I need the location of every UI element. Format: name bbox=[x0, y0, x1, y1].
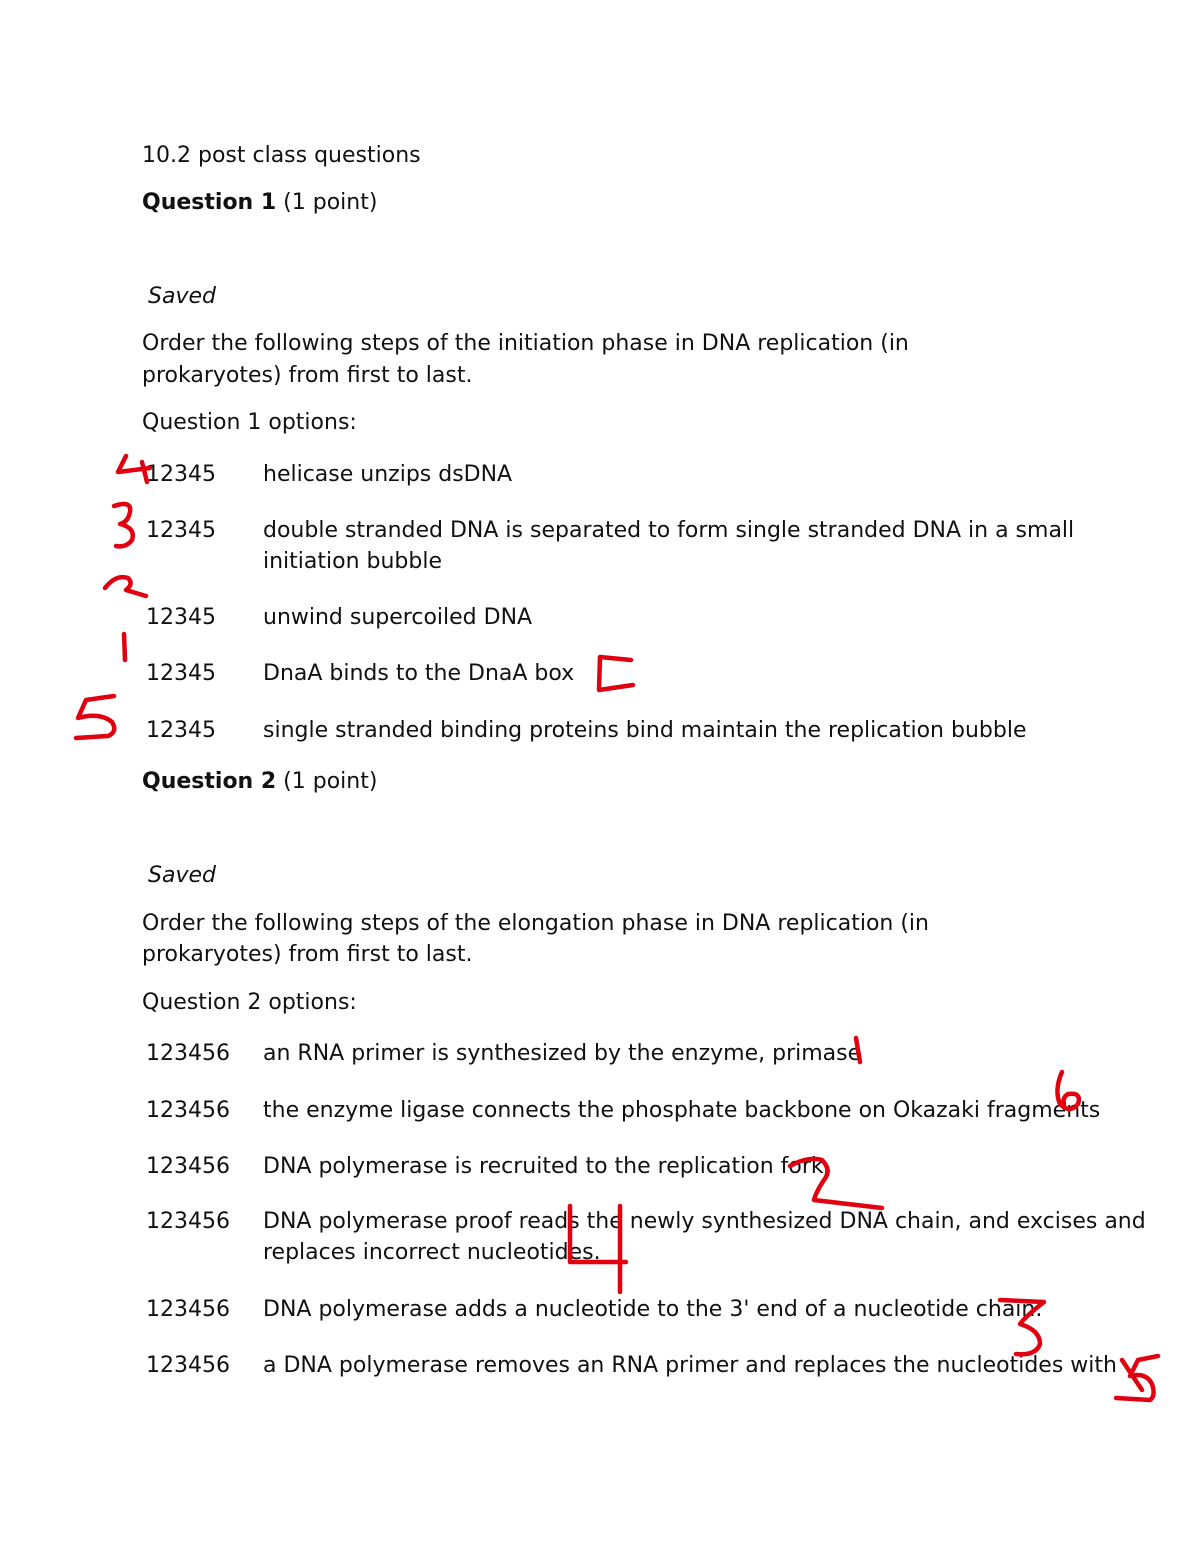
question-2-prompt-line2: prokaryotes) from first to last. bbox=[142, 942, 473, 967]
option-rank[interactable]: 12345 bbox=[146, 462, 216, 487]
option-rank[interactable]: 123456 bbox=[146, 1098, 230, 1123]
handwritten-bracket-q1-opt4 bbox=[599, 657, 633, 690]
handwritten-3-q1-opt2 bbox=[114, 504, 133, 546]
question-2-points: (1 point) bbox=[276, 769, 378, 794]
question-2-heading: Question 2 bbox=[142, 769, 277, 794]
question-1-saved-status: Saved bbox=[148, 284, 216, 309]
question-1-prompt-line1: Order the following steps of the initiation phase in DNA replication (in bbox=[142, 331, 909, 356]
question-1-prompt-line2: prokaryotes) from first to last. bbox=[142, 363, 473, 388]
option-text: single stranded binding proteins bind maintain the replication bubble bbox=[263, 718, 1027, 743]
option-rank[interactable]: 12345 bbox=[146, 661, 216, 686]
handwritten-2-q1-opt3 bbox=[105, 577, 146, 596]
option-rank[interactable]: 123456 bbox=[146, 1209, 230, 1234]
question-2-options-label: Question 2 options: bbox=[142, 990, 357, 1015]
option-text: DnaA binds to the DnaA box bbox=[263, 661, 575, 686]
option-rank[interactable]: 12345 bbox=[146, 518, 216, 543]
question-1-heading: Question 1 bbox=[142, 190, 277, 215]
option-text: double stranded DNA is separated to form single stranded DNA in a small initiation bubble bbox=[263, 518, 1075, 574]
option-rank[interactable]: 123456 bbox=[146, 1041, 230, 1066]
handwritten-5-q2-opt6 bbox=[1116, 1356, 1158, 1400]
handwritten-1-q1-opt4 bbox=[124, 634, 125, 660]
option-text: unwind supercoiled DNA bbox=[263, 605, 533, 630]
question-2-prompt-line1: Order the following steps of the elongation phase in DNA replication (in bbox=[142, 911, 929, 936]
question-2-saved-status: Saved bbox=[148, 863, 216, 888]
option-rank[interactable]: 123456 bbox=[146, 1154, 230, 1179]
document-title: 10.2 post class questions bbox=[142, 143, 421, 168]
option-text: an RNA primer is synthesized by the enzyme, primase bbox=[263, 1041, 862, 1066]
option-rank[interactable]: 123456 bbox=[146, 1297, 230, 1322]
option-text: DNA polymerase is recruited to the replication fork bbox=[263, 1154, 824, 1179]
option-rank[interactable]: 12345 bbox=[146, 605, 216, 630]
option-text: the enzyme ligase connects the phosphate backbone on Okazaki fragments bbox=[263, 1098, 1101, 1123]
question-1-header bbox=[142, 187, 377, 218]
option-rank[interactable]: 12345 bbox=[146, 718, 216, 743]
question-1-options-label: Question 1 options: bbox=[142, 410, 357, 435]
option-text: helicase unzips dsDNA bbox=[263, 462, 513, 487]
option-text: DNA polymerase proof reads the newly synthesized DNA chain, and excises and replaces incorrect nucleotides. bbox=[263, 1209, 1146, 1265]
question-1-points: (1 point) bbox=[276, 190, 378, 215]
option-text: a DNA polymerase removes an RNA primer and replaces the nucleotides with bbox=[263, 1353, 1117, 1378]
option-text: DNA polymerase adds a nucleotide to the 3' end of a nucleotide chain. bbox=[263, 1297, 1043, 1322]
option-rank[interactable]: 123456 bbox=[146, 1353, 230, 1378]
question-2-header bbox=[142, 766, 377, 797]
handwritten-5-q1-opt5 bbox=[76, 696, 114, 738]
